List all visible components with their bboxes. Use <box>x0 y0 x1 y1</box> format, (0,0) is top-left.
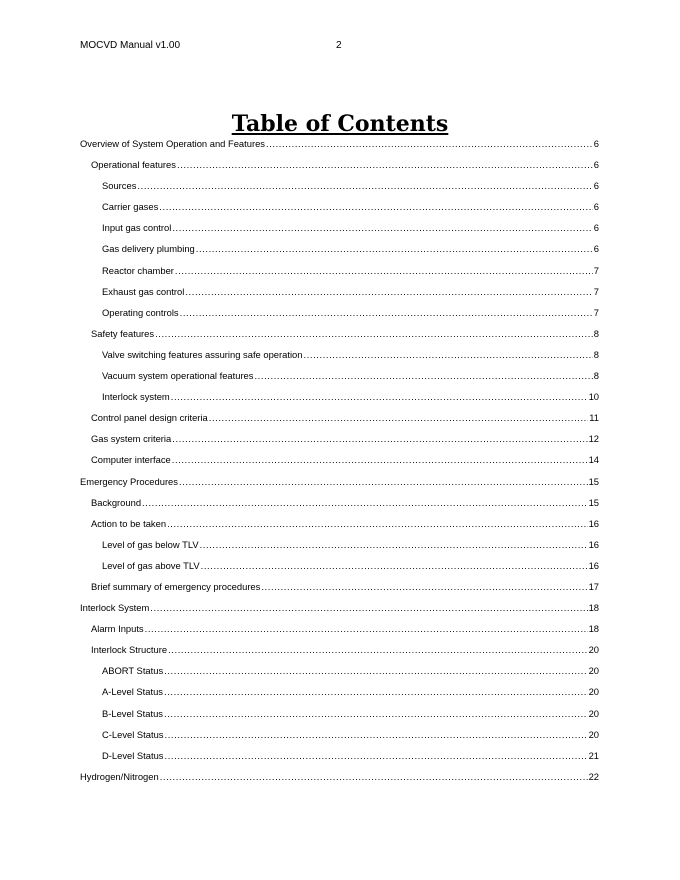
toc-entry-page: 15 <box>588 496 599 508</box>
toc-entry[interactable] <box>80 452 599 473</box>
toc-entry-label: Input gas control <box>102 222 172 234</box>
toc-entry-page: 8 <box>593 327 599 339</box>
toc-entry[interactable] <box>80 284 599 305</box>
toc-entry[interactable] <box>80 263 599 284</box>
toc-entry-label: Brief summary of emergency procedures <box>91 580 261 592</box>
toc-entry-page: 22 <box>588 770 599 782</box>
toc-entry-label: Gas system criteria <box>91 433 172 445</box>
toc-entry-page: 8 <box>593 348 599 360</box>
toc-entry[interactable] <box>80 706 599 727</box>
toc-entry[interactable] <box>80 410 599 431</box>
toc-entry[interactable] <box>80 769 599 790</box>
toc-entry[interactable] <box>80 727 599 748</box>
toc-entry-page: 6 <box>593 180 599 192</box>
toc-entry-page: 15 <box>588 475 599 487</box>
toc-title <box>0 110 680 138</box>
toc-entry[interactable] <box>80 558 599 579</box>
toc-entry-page: 12 <box>588 433 599 445</box>
toc-entry-label: Action to be taken <box>91 517 167 529</box>
toc-entry-label: Sources <box>102 180 137 192</box>
dot-leader <box>200 537 588 553</box>
toc-entry-label: Reactor chamber <box>102 264 174 276</box>
toc-entry-label: Valve switching features assuring safe operation <box>102 348 303 360</box>
toc-entry-page: 6 <box>593 201 599 213</box>
toc-entry[interactable] <box>80 199 599 220</box>
toc-entry-label: B-Level Status <box>102 707 163 719</box>
toc-entry-page: 6 <box>593 159 599 171</box>
toc-entry[interactable] <box>80 600 599 621</box>
toc-entry-label: Computer interface <box>91 454 171 466</box>
page-header <box>80 40 600 54</box>
toc-entry[interactable] <box>80 516 599 537</box>
toc-entry-page: 20 <box>588 707 599 719</box>
toc-entry-page: 7 <box>593 264 599 276</box>
toc-entry[interactable] <box>80 495 599 516</box>
toc-entry[interactable] <box>80 621 599 642</box>
toc-entry-page: 21 <box>588 749 599 761</box>
toc-entry-page: 8 <box>593 370 599 382</box>
dot-leader <box>254 368 592 384</box>
toc-entry-page: 6 <box>593 243 599 255</box>
toc-entry-label: Background <box>91 496 142 508</box>
dot-leader <box>172 431 587 447</box>
dot-leader <box>145 621 588 637</box>
dot-leader <box>160 769 588 785</box>
toc-entry-label: Interlock system <box>102 391 170 403</box>
toc-entry-label: Level of gas below TLV <box>102 538 199 550</box>
toc-entry-page: 7 <box>593 285 599 297</box>
dot-leader <box>164 684 588 700</box>
dot-leader <box>165 727 588 743</box>
toc-entry[interactable] <box>80 663 599 684</box>
page-number: 2 <box>336 40 342 51</box>
toc-entry-label: A-Level Status <box>102 686 163 698</box>
toc-entry-page: 18 <box>588 602 599 614</box>
toc-entry[interactable] <box>80 431 599 452</box>
toc-entry-label: Overview of System Operation and Features <box>80 138 265 149</box>
dot-leader <box>185 284 592 300</box>
toc-entry[interactable] <box>80 241 599 262</box>
toc-entry[interactable] <box>80 389 599 410</box>
dot-leader <box>201 558 588 574</box>
toc-entry-label: Operational features <box>91 159 176 171</box>
dot-leader <box>266 136 593 152</box>
dot-leader <box>196 241 593 257</box>
dot-leader <box>164 706 588 722</box>
toc-entry-page: 7 <box>593 306 599 318</box>
toc-entry-page: 20 <box>588 644 599 656</box>
dot-leader <box>171 389 588 405</box>
toc-entry-page: 6 <box>593 138 599 149</box>
toc-entry-page: 20 <box>588 728 599 740</box>
dot-leader <box>179 474 588 490</box>
dot-leader <box>303 347 592 363</box>
document-title: MOCVD Manual v1.00 <box>80 40 181 51</box>
dot-leader <box>165 748 588 764</box>
toc-entry-label: Gas delivery plumbing <box>102 243 195 255</box>
toc-entry[interactable] <box>80 474 599 495</box>
dot-leader <box>180 305 593 321</box>
dot-leader <box>168 642 587 658</box>
toc-entry-label: Carrier gases <box>102 201 159 213</box>
toc-entry-label: Hydrogen/Nitrogen <box>80 770 159 782</box>
toc-entry-page: 20 <box>588 665 599 677</box>
toc-entry[interactable] <box>80 220 599 241</box>
toc-entry-label: Safety features <box>91 327 155 339</box>
toc-entry-label: Exhaust gas control <box>102 285 185 297</box>
dot-leader <box>137 178 592 194</box>
toc-entry[interactable] <box>80 642 599 663</box>
toc-entry-page: 18 <box>588 623 599 635</box>
toc-entry-page: 10 <box>588 391 599 403</box>
toc-entry-label: Interlock Structure <box>91 644 168 656</box>
toc-entry-label: Interlock System <box>80 602 150 614</box>
dot-leader <box>172 220 592 236</box>
dot-leader <box>155 326 593 342</box>
dot-leader <box>150 600 587 616</box>
toc-entry-label: Emergency Procedures <box>80 475 178 487</box>
toc-entry[interactable] <box>80 157 599 178</box>
dot-leader <box>172 452 588 468</box>
toc-entry-label: Control panel design criteria <box>91 412 208 424</box>
toc-entry[interactable] <box>80 748 599 769</box>
toc-entry[interactable] <box>80 579 599 600</box>
toc-entry-label: D-Level Status <box>102 749 164 761</box>
dot-leader <box>159 199 593 215</box>
dot-leader <box>142 495 588 511</box>
dot-leader <box>261 579 587 595</box>
toc-entry[interactable] <box>80 347 599 368</box>
dot-leader <box>175 263 593 279</box>
toc-title-text: Table of Contents <box>231 111 449 137</box>
dot-leader <box>177 157 593 173</box>
toc-entry-page: 20 <box>588 686 599 698</box>
toc-entry-label: Operating controls <box>102 306 179 318</box>
toc-entry-label: Alarm Inputs <box>91 623 144 635</box>
toc-entry-page: 17 <box>588 580 599 592</box>
toc-entry-page: 16 <box>588 517 599 529</box>
dot-leader <box>167 516 588 532</box>
toc-entry[interactable] <box>80 305 599 326</box>
toc-entry-label: C-Level Status <box>102 728 164 740</box>
toc-entry-page: 16 <box>588 559 599 571</box>
dot-leader <box>164 663 587 679</box>
toc-entry-label: ABORT Status <box>102 665 164 677</box>
toc-entry-page: 11 <box>589 412 599 424</box>
toc-entry-page: 16 <box>588 538 599 550</box>
toc-entry[interactable] <box>80 178 599 199</box>
toc-entry-page: 6 <box>593 222 599 234</box>
toc-entry[interactable] <box>80 326 599 347</box>
dot-leader <box>209 410 589 426</box>
toc-entry-page: 14 <box>588 454 599 466</box>
toc-entry[interactable] <box>80 684 599 705</box>
toc-entry-label: Vacuum system operational features <box>102 370 254 382</box>
toc-entry[interactable] <box>80 136 599 157</box>
table-of-contents <box>80 136 599 790</box>
toc-entry-label: Level of gas above TLV <box>102 559 200 571</box>
toc-entry[interactable] <box>80 368 599 389</box>
toc-entry[interactable] <box>80 537 599 558</box>
